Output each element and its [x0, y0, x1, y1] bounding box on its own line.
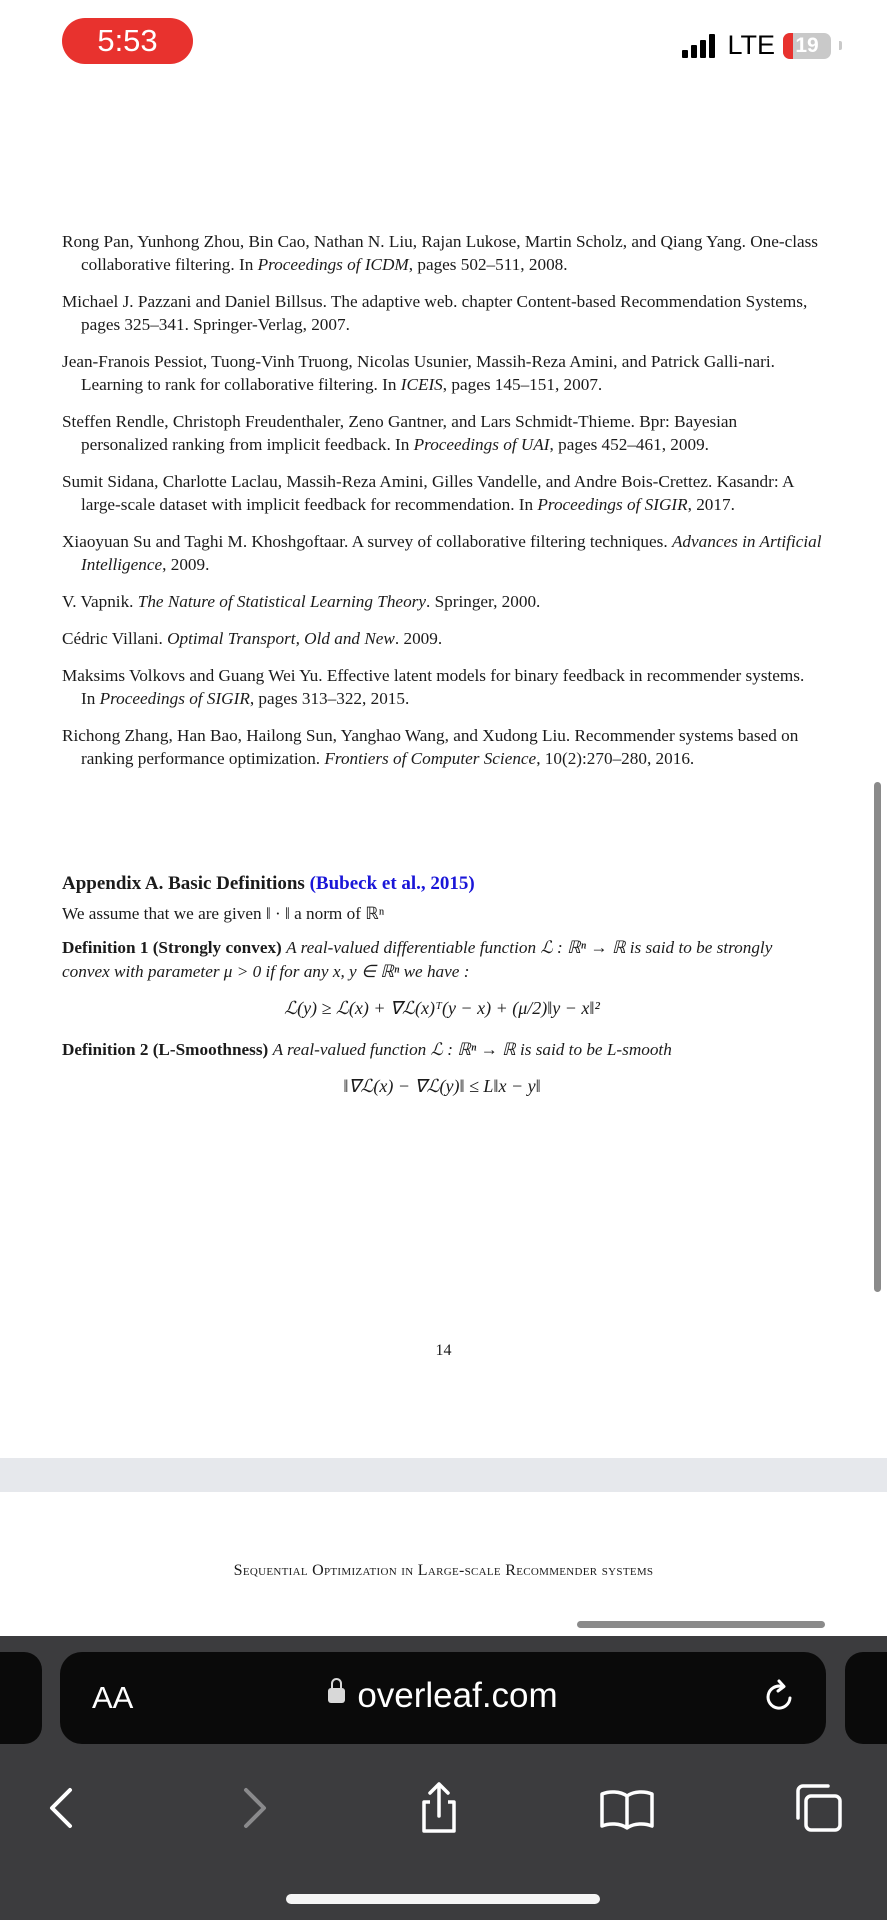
appendix-title	[62, 872, 822, 896]
reference-text: Rong Pan, Yunhong Zhou, Bin Cao, Nathan N. Liu, Rajan Lukose, Martin Scholz, and Qiang Yang. One-class collaborative filtering. In	[62, 232, 818, 274]
definition-1-equation: ℒ(y) ≥ ℒ(x) + ∇ℒ(x)ᵀ(y − x) + (μ/2)‖y − x‖²	[284, 998, 600, 1018]
reference-text: Maksims Volkovs and Guang Wei Yu. Effective latent models for binary feedback in recommender systems. In	[62, 666, 805, 708]
reference-venue: Proceedings of SIGIR	[537, 495, 688, 514]
cellular-signal-icon	[682, 34, 715, 58]
reference-venue: Proceedings of UAI	[413, 435, 550, 454]
references-list	[62, 230, 822, 784]
reference-text: Jean-Franois Pessiot, Tuong-Vinh Truong, Nicolas Usunier, Massih-Reza Amini, and Patrick Galli-nari. Learning to rank for collaborative filtering. In	[62, 352, 775, 394]
reference-text: Cédric Villani.	[62, 629, 168, 648]
reference-entry	[62, 350, 822, 396]
reference-text: . Springer, 2000.	[425, 592, 541, 611]
appendix-section	[62, 872, 822, 1116]
previous-tab-peek[interactable]	[0, 1652, 42, 1744]
reference-text: Michael J. Pazzani and Daniel Billsus. The adaptive web. chapter Content-based Recommendation Systems, pages 325–341. Springer-Verlag, 2007.	[62, 292, 808, 334]
reference-text: , 10(2):270–280, 2016.	[536, 749, 695, 768]
reference-entry	[62, 590, 822, 613]
reference-venue: Optimal Transport, Old and New	[167, 629, 395, 648]
status-time: 5:53	[62, 18, 193, 64]
reference-venue: ICEIS	[400, 375, 443, 394]
appendix-intro: We assume that we are given ‖ · ‖ a norm of ℝⁿ	[62, 904, 385, 923]
reference-text: , 2009.	[162, 555, 210, 574]
status-indicators	[682, 30, 842, 61]
reference-venue: Frontiers of Computer Science	[324, 749, 537, 768]
definition-2	[62, 1038, 822, 1062]
bookmarks-icon[interactable]	[595, 1776, 659, 1840]
tabs-icon[interactable]	[786, 1776, 850, 1840]
reference-venue: Proceedings of ICDM	[257, 255, 409, 274]
reference-text: Steffen Rendle, Christoph Freudenthaler, Zeno Gantner, and Lars Schmidt-Thieme. Bpr: Bayesian personalized ranking from implicit feedback. In	[62, 412, 738, 454]
definition-2-equation: ‖∇ℒ(x) − ∇ℒ(y)‖ ≤ L‖x − y‖	[343, 1076, 541, 1096]
browser-chrome	[0, 1636, 887, 1920]
lock-icon	[328, 1688, 345, 1703]
appendix-heading: Appendix A. Basic Definitions	[62, 873, 305, 894]
reference-text: , pages 145–151, 2007.	[442, 375, 603, 394]
battery-tip	[839, 41, 842, 50]
back-icon[interactable]	[30, 1776, 94, 1840]
reference-text: Sumit Sidana, Charlotte Laclau, Massih-Reza Amini, Gilles Vandelle, and Andre Bois-Crettez. Kasandr: A large-scale dataset with implicit feedback for recommendation. In	[62, 472, 794, 514]
reference-entry	[62, 230, 822, 276]
reference-text: Xiaoyuan Su and Taghi M. Khoshgoftaar. A survey of collaborative filtering techniques.	[62, 532, 672, 551]
next-tab-peek[interactable]	[845, 1652, 887, 1744]
reader-settings-button[interactable]: AA	[92, 1680, 134, 1715]
reference-entry	[62, 410, 822, 456]
browser-toolbar	[0, 1776, 887, 1840]
forward-icon[interactable]	[222, 1776, 286, 1840]
url-display[interactable]	[60, 1676, 826, 1716]
reference-entry	[62, 724, 822, 770]
reference-text: Richong Zhang, Han Bao, Hailong Sun, Yanghao Wang, and Xudong Liu. Recommender systems based on ranking performance optimization.	[62, 726, 799, 768]
reference-venue: Proceedings of SIGIR	[99, 689, 250, 708]
reference-venue: Advances in Artificial Intelligence	[81, 532, 822, 574]
running-head: Sequential Optimization in Large-scale Recommender systems	[233, 1562, 654, 1579]
vertical-scrollbar[interactable]	[874, 782, 881, 1292]
definition-1-label: Definition 1 (Strongly convex)	[62, 938, 282, 957]
reference-text: , pages 452–461, 2009.	[549, 435, 709, 454]
address-bar[interactable]	[60, 1652, 826, 1744]
definition-1-text: A real-valued differentiable function ℒ : ℝⁿ → ℝ is said to be strongly convex with parameter μ > 0 if for any x, y ∈ ℝⁿ we have :	[62, 938, 773, 981]
url-text: overleaf.com	[357, 1676, 558, 1715]
reference-text: V. Vapnik.	[62, 592, 138, 611]
reference-entry	[62, 290, 822, 336]
network-type: LTE	[727, 30, 775, 60]
reload-icon[interactable]	[762, 1676, 798, 1716]
definition-2-text: A real-valued function ℒ : ℝⁿ → ℝ is said to be L-smooth	[272, 1040, 672, 1059]
reference-text: , 2017.	[687, 495, 735, 514]
page-separator	[0, 1458, 887, 1492]
reference-entry	[62, 470, 822, 516]
reference-entry	[62, 530, 822, 576]
reference-entry	[62, 664, 822, 710]
definition-1	[62, 936, 822, 984]
reference-text: , pages 313–322, 2015.	[249, 689, 410, 708]
share-icon[interactable]	[407, 1776, 471, 1840]
definition-2-label: Definition 2 (L-Smoothness)	[62, 1040, 269, 1059]
battery-level: 19	[795, 33, 819, 57]
horizontal-scrollbar[interactable]	[577, 1621, 825, 1628]
reference-text: , pages 502–511, 2008.	[408, 255, 568, 274]
reference-text: . 2009.	[394, 629, 443, 648]
appendix-citation-link[interactable]: (Bubeck et al., 2015)	[309, 873, 475, 894]
reference-venue: The Nature of Statistical Learning Theory	[137, 592, 426, 611]
home-indicator[interactable]	[286, 1894, 600, 1904]
page-number: 14	[435, 1342, 452, 1359]
battery-icon	[783, 33, 831, 59]
reference-entry	[62, 627, 822, 650]
